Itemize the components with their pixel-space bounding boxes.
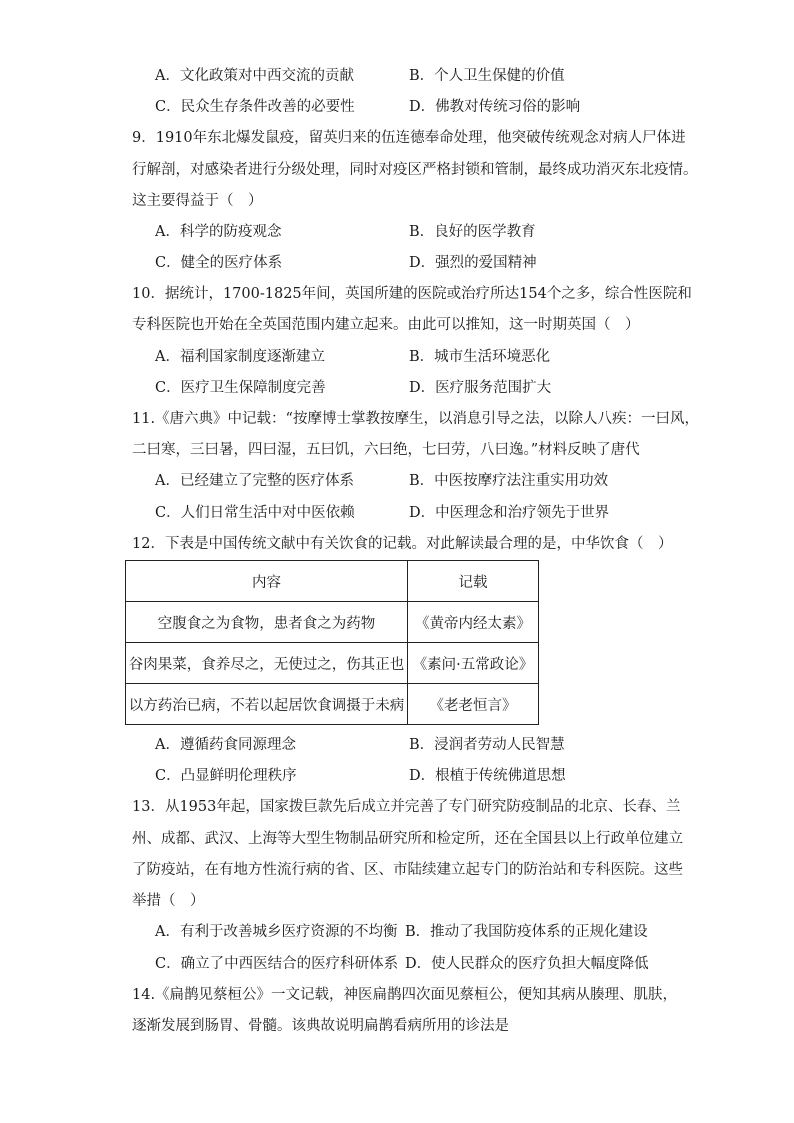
q13-option-d: D．使人民群众的医疗负担大幅度降低 xyxy=(405,956,649,972)
q12-stem-line-1: 12．下表是中国传统文献中有关饮食的记载。对此解读最合理的是，中华饮食（ ） xyxy=(132,536,673,552)
q10-option-b: B．城市生活环境恶化 xyxy=(409,349,551,365)
table-header-record: 记载 xyxy=(408,561,539,602)
q11-option-d: D．中医理念和治疗领先于世界 xyxy=(409,505,610,521)
table-cell-content: 以方药治已病，不若以起居饮食调摄于未病 xyxy=(126,684,408,725)
q11-option-b: B．中医按摩疗法注重实用功效 xyxy=(409,473,609,489)
q12-option-b: B．浸润者劳动人民智慧 xyxy=(409,737,565,753)
q9-option-c: C．健全的医疗体系 xyxy=(155,255,283,271)
table-cell-record: 《老老恒言》 xyxy=(408,684,539,725)
q8-option-c: C．民众生存条件改善的必要性 xyxy=(155,99,355,115)
q10-stem-line-2: 专科医院也开始在全英国范围内建立起来。由此可以推知，这一时期英国（ ） xyxy=(132,317,640,333)
q10-option-c: C．医疗卫生保障制度完善 xyxy=(155,380,326,396)
q11-stem-line-1: 11.《唐六典》中记载：“按摩博士掌教按摩生，以消息引导之法，以除人八疾：一曰风， xyxy=(132,411,699,427)
q11-stem-line-2: 二曰寒，三曰暑，四曰湿，五曰饥，六曰绝，七曰劳，八曰逸。”材料反映了唐代 xyxy=(132,442,640,458)
q8-option-d: D．佛教对传统习俗的影响 xyxy=(409,99,581,115)
q9-stem-line-3: 这主要得益于（ ） xyxy=(132,193,263,209)
table-cell-content: 空腹食之为食物，患者食之为药物 xyxy=(126,602,408,643)
q14-stem-line-2: 逐渐发展到肠胃、骨髓。该典故说明扁鹊看病所用的诊法是 xyxy=(132,1018,509,1034)
q12-record-table xyxy=(125,560,539,725)
table-row xyxy=(126,643,539,684)
q10-stem-line-1: 10．据统计，1700-1825年间，英国所建的医院或治疗所达154个之多，综合性医院和 xyxy=(132,286,692,302)
q13-stem-line-1: 13．从1953年起，国家拨巨款先后成立并完善了专门研究防疫制品的北京、长春、兰 xyxy=(132,799,681,815)
q13-option-a: A．有利于改善城乡医疗资源的不均衡 xyxy=(155,924,398,940)
q13-stem-line-4: 举措（ ） xyxy=(132,893,205,909)
q12-option-c: C．凸显鲜明伦理秩序 xyxy=(155,768,297,784)
q9-option-d: D．强烈的爱国精神 xyxy=(409,255,537,271)
q9-option-a: A．科学的防疫观念 xyxy=(155,224,282,240)
q13-stem-line-2: 州、成都、武汉、上海等大型生物制品研究所和检定所，还在全国县以上行政单位建立 xyxy=(132,831,683,847)
q8-option-b: B．个人卫生保健的价值 xyxy=(409,68,565,84)
table-cell-record: 《素问·五常政论》 xyxy=(408,643,539,684)
table-row xyxy=(126,602,539,643)
table-row xyxy=(126,684,539,725)
q14-stem-line-1: 14.《扁鹊见蔡桓公》一文记载，神医扁鹊四次面见蔡桓公，便知其病从腠理、肌肤， xyxy=(132,987,678,1003)
table-header-content: 内容 xyxy=(126,561,408,602)
q9-option-b: B．良好的医学教育 xyxy=(409,224,536,240)
table-cell-content: 谷肉果菜，食养尽之，无使过之，伤其正也 xyxy=(126,643,408,684)
q13-option-c: C．确立了中西医结合的医疗科研体系 xyxy=(155,956,399,972)
q9-stem-line-1: 9．1910年东北爆发鼠疫，留英归来的伍连德奉命处理，他突破传统观念对病人尸体进 xyxy=(132,130,686,146)
q11-option-c: C．人们日常生活中对中医依赖 xyxy=(155,505,355,521)
q10-option-d: D．医疗服务范围扩大 xyxy=(409,380,552,396)
q12-option-a: A．遵循药食同源理念 xyxy=(155,737,296,753)
table-header-row xyxy=(126,561,539,602)
q9-stem-line-2: 行解剖，对感染者进行分级处理，同时对疫区严格封锁和管制，最终成功消灭东北疫情。 xyxy=(132,162,698,178)
table-cell-record: 《黄帝内经太素》 xyxy=(408,602,539,643)
q13-stem-line-3: 了防疫站，在有地方性流行病的省、区、市陆续建立起专门的防治站和专科医院。这些 xyxy=(132,862,683,878)
q11-option-a: A．已经建立了完整的医疗体系 xyxy=(155,473,354,489)
q13-option-b: B．推动了我国防疫体系的正规化建设 xyxy=(405,924,648,940)
q12-option-d: D．根植于传统佛道思想 xyxy=(409,768,566,784)
q10-option-a: A．福利国家制度逐渐建立 xyxy=(155,349,325,365)
q8-option-a: A．文化政策对中西交流的贡献 xyxy=(155,68,354,84)
